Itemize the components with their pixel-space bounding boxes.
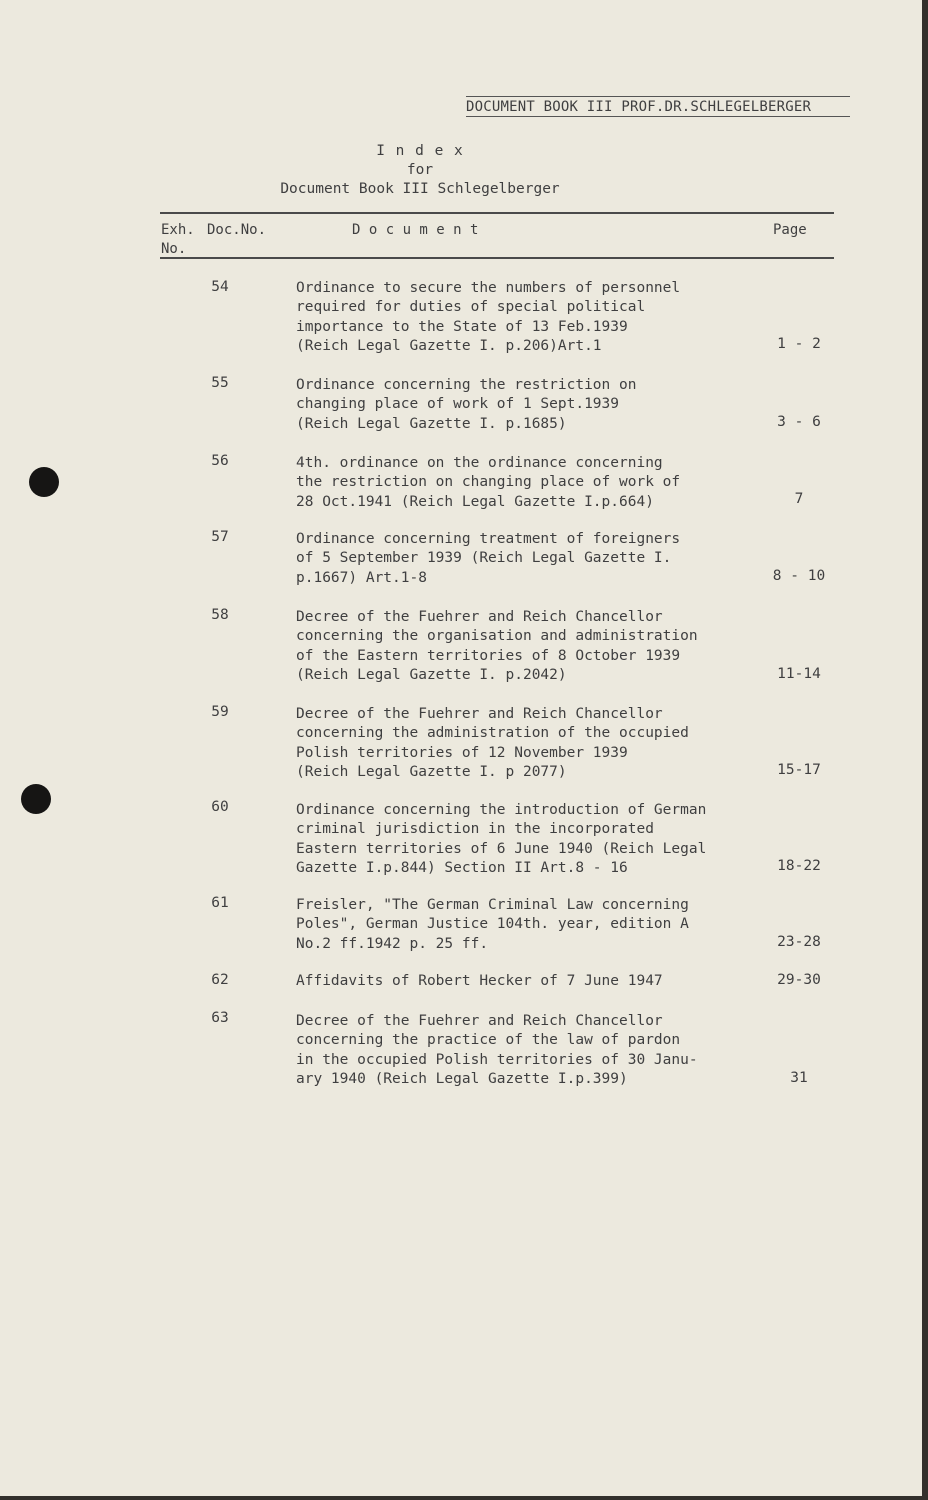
entry-doc-no: 62 [211,972,229,988]
column-header-document: D o c u m e n t [352,222,479,238]
entry-page: 3 - 6 [777,414,821,430]
punch-hole-top [29,467,59,497]
entry-description: Ordinance to secure the numbers of personnel required for duties of special political importance to the State of 13 Feb.1939 (Reich Legal Gazette I. p.206)Art.1 [296,280,681,354]
entry-description: Decree of the Fuehrer and Reich Chancellor concerning the organisation and administration of the Eastern territories of 8 October 1939 (Reich Legal Gazette I. p.2042) [296,609,698,683]
entry-page: 11-14 [777,666,821,682]
entry-page: 29-30 [777,972,821,988]
column-header-exh: Exh. [161,222,195,238]
header-underline [466,116,850,117]
entry-description: Ordinance concerning the introduction of German criminal jurisdiction in the incorporated Eastern territories of 6 June 1940 (Reich Legal Gazette I.p.844) Section II Art.8 - 16 [296,802,707,876]
entry-doc-no: 56 [211,453,229,469]
entry-page: 15-17 [777,762,821,778]
entry-description: Ordinance concerning treatment of foreigners of 5 September 1939 (Reich Legal Gazette I. p.1667) Art.1-8 [296,531,681,586]
entry-doc-no: 61 [211,895,229,911]
entry-description: Decree of the Fuehrer and Reich Chancellor concerning the practice of the law of pardon in the occupied Polish territories of 30 Janu- ary 1940 (Reich Legal Gazette I.p.399) [296,1013,698,1087]
entry-description: Decree of the Fuehrer and Reich Chancellor concerning the administration of the occupied Polish territories of 12 November 1939 (Reich Legal Gazette I. p 2077) [296,706,689,780]
entry-doc-no: 57 [211,529,229,545]
punch-hole-bottom [21,784,51,814]
entry-doc-no: 58 [211,607,229,623]
entry-page: 18-22 [777,858,821,874]
entry-doc-no: 59 [211,704,229,720]
entry-description: Ordinance concerning the restriction on changing place of work of 1 Sept.1939 (Reich Legal Gazette I. p.1685) [296,377,637,432]
entry-page: 23-28 [777,934,821,950]
entry-description: Affidavits of Robert Hecker of 7 June 1947 [296,973,663,989]
column-header-page: Page [773,222,807,238]
table-top-rule [160,212,834,214]
entry-page: 8 - 10 [772,568,826,584]
column-header-doc-no: Doc.No. [207,222,267,238]
entry-description: Freisler, "The German Criminal Law concerning Poles", German Justice 104th. year, edition A No.2 ff.1942 p. 25 ff. [296,897,689,952]
index-subtitle-for: for [406,162,434,178]
header-overline [466,96,850,97]
entry-doc-no: 54 [211,279,229,295]
entry-description: 4th. ordinance on the ordinance concerning the restriction on changing place of work of 28 Oct.1941 (Reich Legal Gazette I.p.664) [296,455,681,510]
index-title: I n d e x [376,143,464,159]
entry-doc-no: 63 [211,1010,229,1026]
entry-page: 1 - 2 [777,336,821,352]
document-book-header: DOCUMENT BOOK III PROF.DR.SCHLEGELBERGER [466,99,812,115]
entry-page: 7 [794,491,804,507]
entry-doc-no: 60 [211,799,229,815]
table-header-rule [160,257,834,259]
entry-page: 31 [790,1070,808,1086]
column-header-exh-no: No. [161,241,187,257]
entry-doc-no: 55 [211,375,229,391]
index-subtitle-book: Document Book III Schlegelberger [280,181,560,197]
